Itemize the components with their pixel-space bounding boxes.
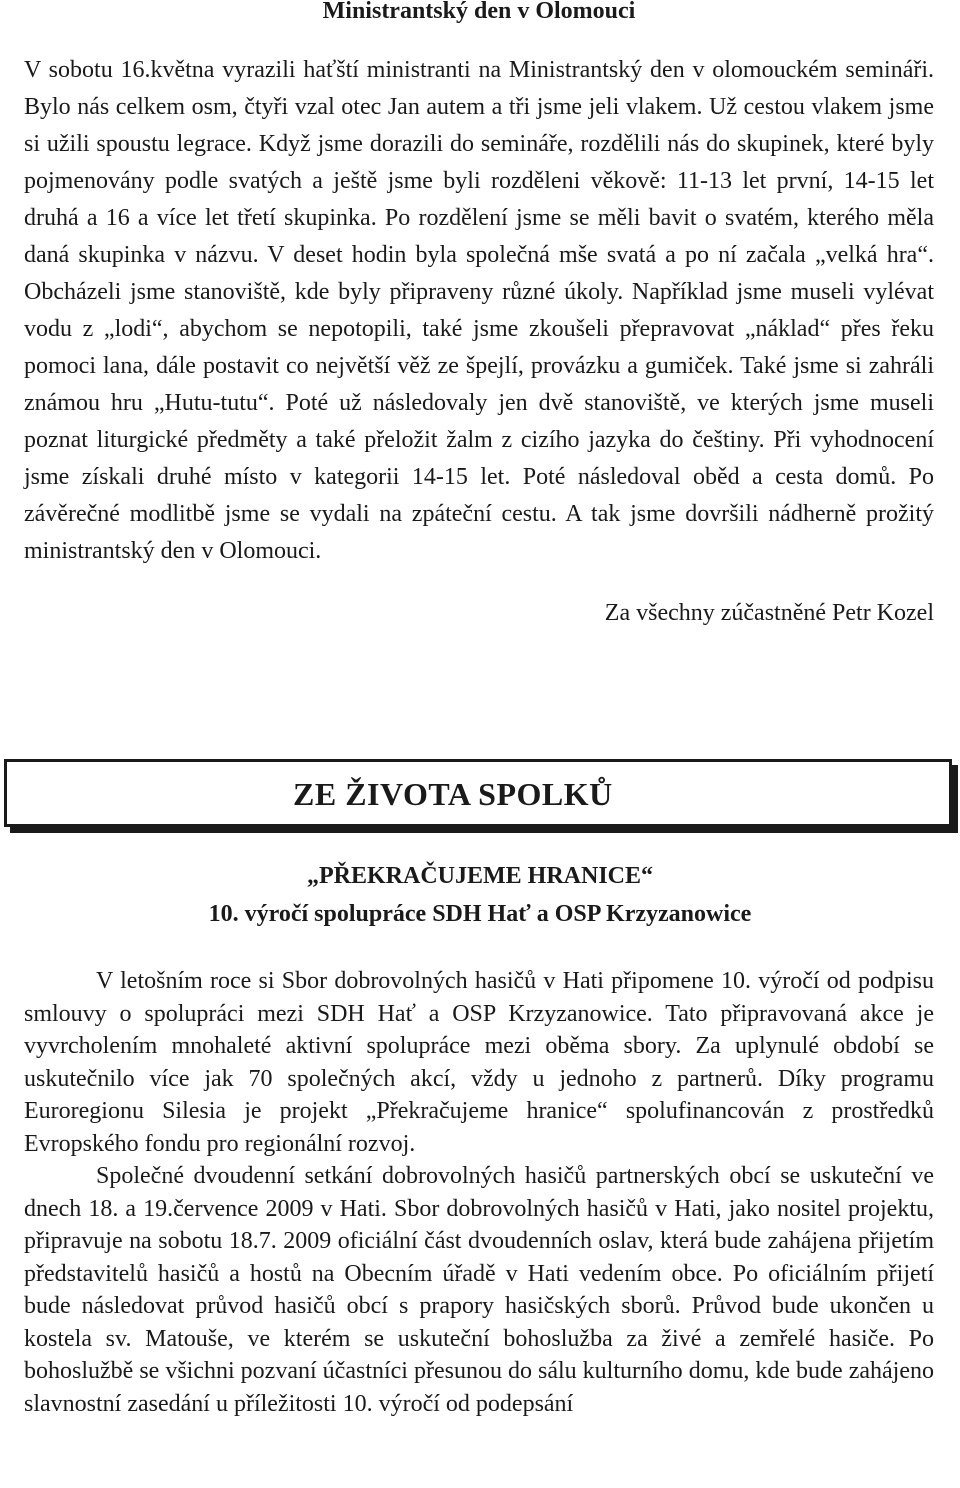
article-paragraph: V sobotu 16.května vyrazili haťští ministranti na Ministrantský den v olomouckém semináři. Bylo nás celkem osm, čtyři vzal otec Jan autem a tři jsme jeli vlakem. Už cestou vlakem jsme si užili spoustu legrace. Když jsme dorazili do semináře, rozdělili nás do skupinek, které byly pojmenovány podle svatých a ještě jsme byli rozděleni věkově: 11-13 let první, 14-15 let druhá a 16 a více let třetí skupinka. Po rozdělení jsme se měli bavit o svatém, kterého měla daná skupinka v názvu. V deset hodin byla společná mše svatá a po ní začala „velká hra“. Obcházeli jsme stanoviště, kde byly připraveny různé úkoly. Například jsme museli vylévat vodu z „lodi“, abychom se nepotopili, také jsme zkoušeli přepravovat „náklad“ přes řeku pomoci lana, dále postavit co největší věž ze špejlí, provázku a gumiček. Také jsme si zahráli známou hru „Hutu-tutu“. Poté už následovaly jen dvě stanoviště, ve kterých jsme museli poznat liturgické předměty a také přeložit žalm z cizího jazyka do češtiny. Při vyhodnocení jsme získali druhé místo v kategorii 14-15 let. Poté následoval oběd a cesta domů. Po závěrečné modlitbě jsme se vydali na zpáteční cestu. A tak jsme dovršili nádherně prožitý ministrantský den v Olomouci. [24,57,934,564]
article2-subheading: 10. výročí spolupráce SDH Hať a OSP Krzyzanowice [208,901,752,927]
article-signature: Za všechny zúčastněné Petr Kozel [604,600,934,626]
article2-paragraph-1: V letošním roce si Sbor dobrovolných hasičů v Hati připomene 10. výročí od podpisu smlouvy o spolupráci mezi SDH Hať a OSP Krzyzanowice. Tato připravovaná akce je vyvrcholením mnohaleté aktivní spolupráce mezi oběma sbory. Za uplynulé období se uskutečnilo více jak 70 společných akcí, vždy u jednoho z partnerů. Díky programu Euroregionu Silesia je projekt „Překračujeme hranice“ spolufinancován z prostředků Evropského fondu pro regionální rozvoj. [24,968,934,1157]
article-body [24,52,934,570]
article-title: Ministrantský den v Olomouci [322,0,636,24]
article2-heading: „PŘEKRAČUJEME HRANICE“ [306,863,653,889]
section-title: ZE ŽIVOTA SPOLKŮ [293,776,613,812]
article2-body [24,965,934,1420]
section-header-box [4,759,952,827]
article2-paragraph-2: Společné dvoudenní setkání dobrovolných hasičů partnerských obcí se uskuteční ve dnech 18. a 19.července 2009 v Hati. Sbor dobrovolných hasičů v Hati, jako nositel projektu, připravuje na sobotu 18.7. 2009 oficiální část dvoudenních oslav, která bude zahájena přijetím představitelů hasičů a hostů na Obecním úřadě v Hati vedením obce. Po oficiálním přijetí bude následovat průvod hasičů obcí s prapory hasičských sborů. Průvod bude ukončen u kostela sv. Matouše, ve kterém se uskuteční bohoslužba za živé a zemřelé hasiče. Po bohoslužbě se všichni pozvaní účastníci přesunou do sálu kulturního domu, kde bude zahájeno slavnostní zasedání u příležitosti 10. výročí od podepsání [24,1163,934,1417]
document-page [24,0,934,628]
